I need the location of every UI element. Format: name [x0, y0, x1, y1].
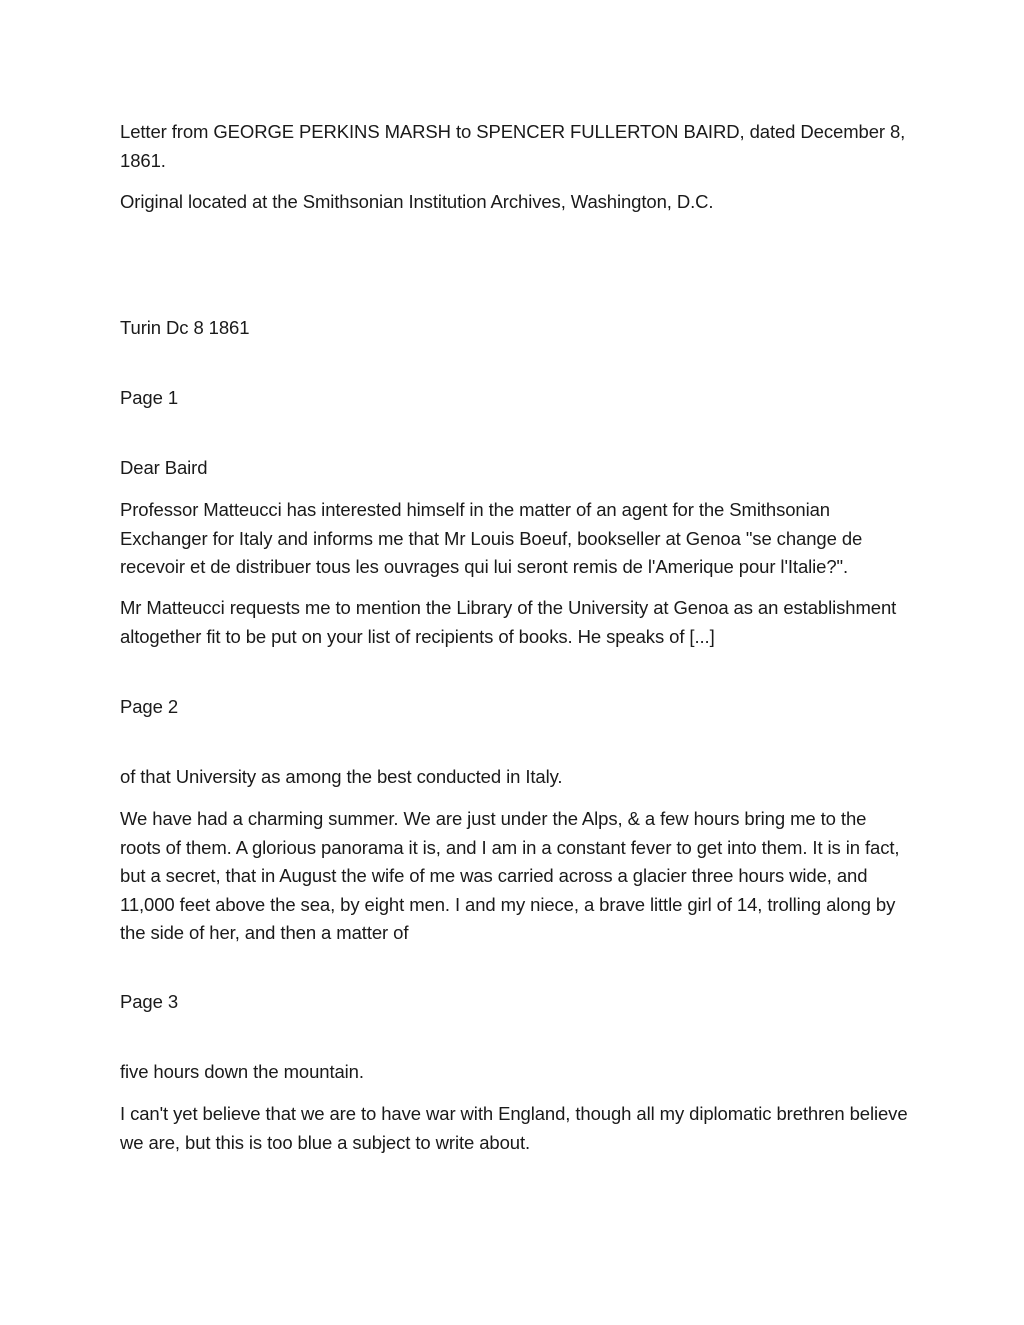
letter-header: Letter from GEORGE PERKINS MARSH to SPENCER FULLERTON BAIRD, dated December 8, 1861. [120, 121, 906, 171]
archive-source: Original located at the Smithsonian Institution Archives, Washington, D.C. [120, 191, 714, 212]
place-date: Turin Dc 8 1861 [120, 317, 250, 338]
paragraph-2: Mr Matteucci requests me to mention the Library of the University at Genoa as an establishment altogether fit to be put on your list of recipients of books. He speaks of [...] [120, 597, 897, 647]
salutation: Dear Baird [120, 457, 208, 478]
page-1-label: Page 1 [120, 387, 179, 408]
page-2-label: Page 2 [120, 696, 179, 717]
paragraph-4: We have had a charming summer. We are just under the Alps, & a few hours bring me to the roots of them. A glorious panorama it is, and I am in a constant fever to get into them. It is in fact, but a secret, that in August the wife of me was carried across a glacier three hours wide, and 11,000 feet above the sea, by eight men. I and my niece, a brave little girl of 14, trolling along by the side of her, and then a matter of [120, 808, 900, 943]
page-3-label: Page 3 [120, 991, 179, 1012]
paragraph-1: Professor Matteucci has interested himself in the matter of an agent for the Smithsonian Exchanger for Italy and informs me that Mr Louis Boeuf, bookseller at Genoa "se change de recevoir et de distribuer tous les ouvrages qui lui seront remis de l'Amerique pour l'Italie?". [120, 499, 863, 577]
document-page [120, 0, 910, 1325]
paragraph-3: of that University as among the best conducted in Italy. [120, 766, 563, 787]
paragraph-5: five hours down the mountain. [120, 1061, 364, 1082]
paragraph-6: I can't yet believe that we are to have war with England, though all my diplomatic brethren believe we are, but this is too blue a subject to write about. [120, 1103, 908, 1153]
